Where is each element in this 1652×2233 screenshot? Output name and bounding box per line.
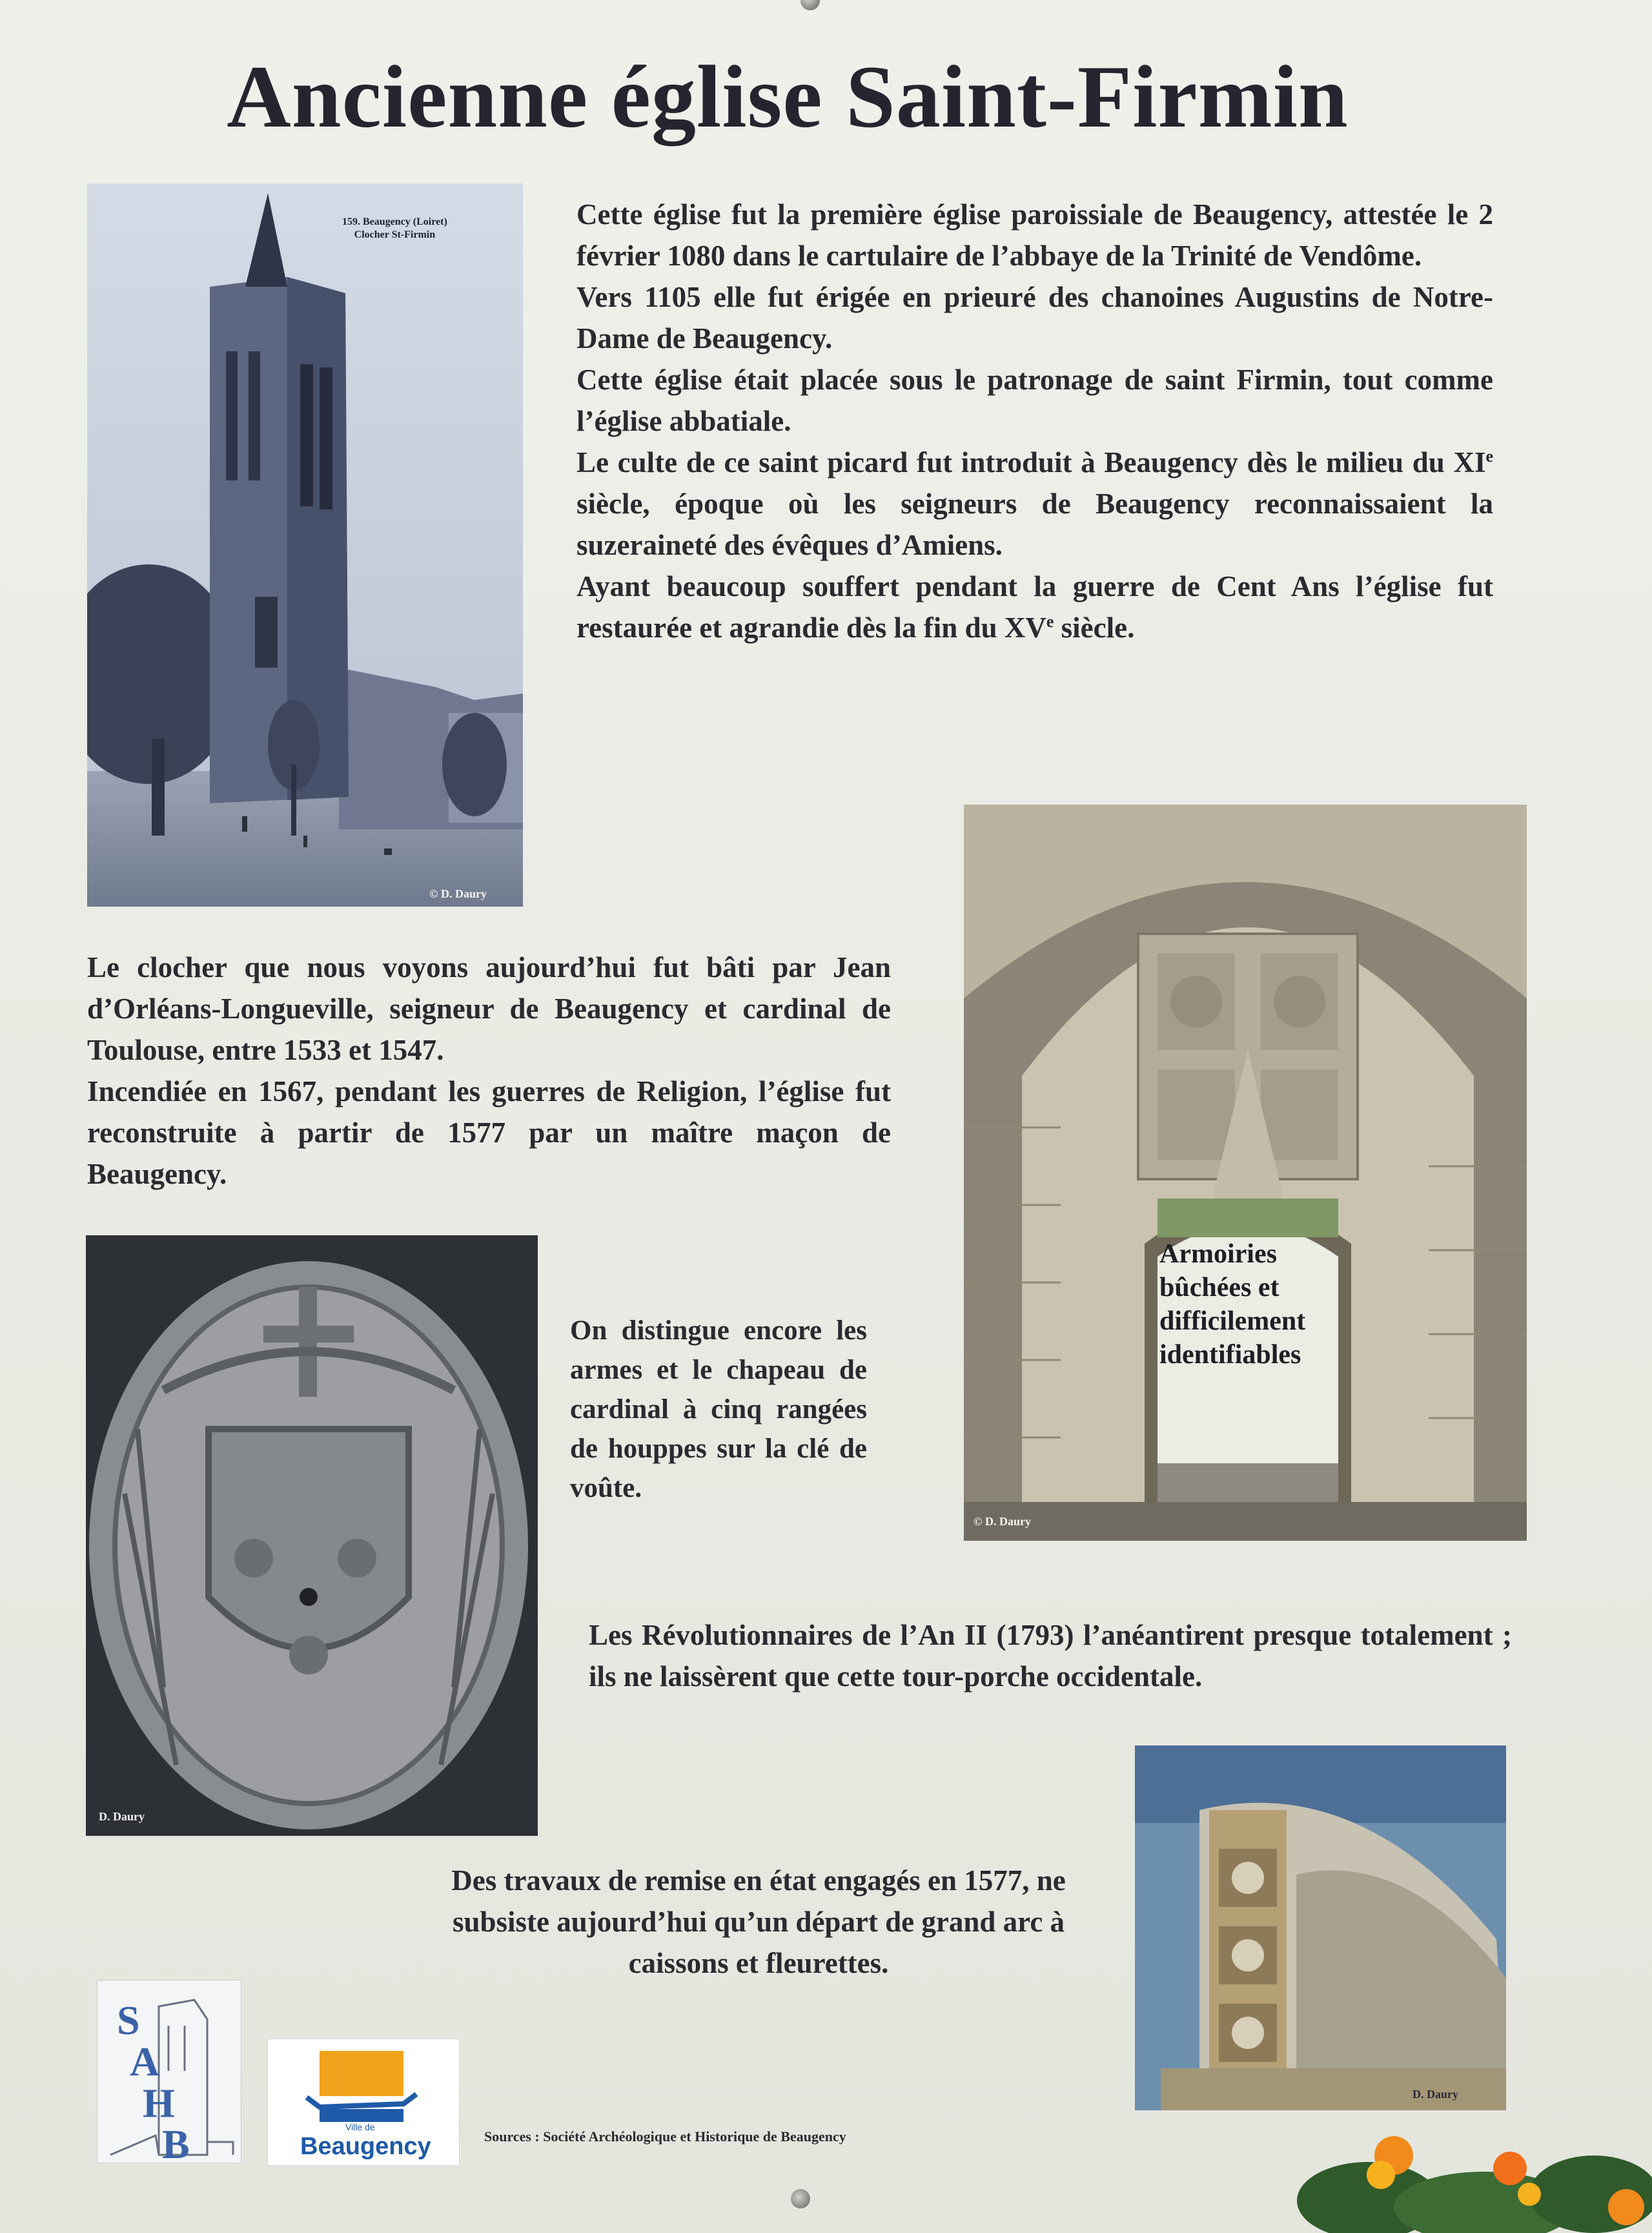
revolution-text: Les Révolutionnaires de l’An II (1793) l’anéantirent presque totalement ; ils ne laissèrent que cette tour-porche occidentale. [589, 1619, 1512, 1693]
postcard-photo [87, 183, 523, 907]
flowers-decoration [1290, 2130, 1652, 2233]
photo-credit: © D. Daury [429, 887, 487, 900]
clocher-paragraph-1: Le clocher que nous voyons aujourd’hui fut bâti par Jean d’Orléans-Longueville, seigneur de Beaugency et cardinal de Toulouse, entre 1533 et 1547. [87, 951, 891, 1066]
photo-credit: D. Daury [99, 1810, 145, 1823]
travaux-text: Des travaux de remise en état engagés en 1577, ne subsiste aujourd’hui qu’un départ de grand arc à caissons et fleurettes. [451, 1864, 1066, 1979]
tower-illustration [87, 183, 523, 907]
clocher-text [87, 947, 891, 1195]
screw-bottom-left [791, 2189, 810, 2208]
intro-text [576, 194, 1493, 648]
portal-photo [964, 805, 1527, 1541]
intro-paragraph-1: Cette église fut la première église paroissiale de Beaugency, attestée le 2 février 1080 dans le cartulaire de l’abbaye de la Trinité de Vendôme. [576, 198, 1493, 272]
arch-illustration [1135, 1745, 1506, 2110]
sahb-letters: S A H B [117, 1997, 190, 2167]
sahb-logo [97, 1980, 241, 2167]
armes-text: On distingue encore les armes et le chapeau de cardinal à cinq rangées de houppes sur la clé de voûte. [570, 1315, 867, 1503]
photo-credit: © D. Daury [974, 1515, 1031, 1528]
page-title: Ancienne église Saint-Firmin [227, 47, 1349, 146]
intro-paragraph-5: Ayant beaucoup souffert pendant la guerre de Cent Ans l’église fut restaurée et agrandie dès la fin du XVe siècle. [576, 570, 1493, 644]
logo-beaugency-name: Beaugency [300, 2133, 431, 2160]
ville-beaugency-logo [267, 2039, 460, 2166]
intro-paragraph-2: Vers 1105 elle fut érigée en prieuré des chanoines Augustins de Notre-Dame de Beaugency. [576, 281, 1493, 355]
logo-ville-de: Ville de [345, 2122, 375, 2132]
photo-credit: D. Daury [1412, 2088, 1458, 2101]
keystone-photo [86, 1235, 538, 1836]
arch-fragment-photo [1135, 1745, 1506, 2110]
portal-caption: Armoiries bûchées et difficilement identifiables [1159, 1239, 1306, 1370]
postcard-caption: 159. Beaugency (Loiret) Clocher St-Firmin [342, 216, 447, 240]
intro-paragraph-3: Cette église était placée sous le patronage de saint Firmin, tout comme l’église abbatiale. [576, 364, 1493, 437]
sources-text: Sources : Société Archéologique et Historique de Beaugency [484, 2128, 846, 2145]
portal-illustration [964, 805, 1527, 1541]
clocher-paragraph-2: Incendiée en 1567, pendant les guerres de Religion, l’église fut reconstruite à partir de 1577 par un maître maçon de Beaugency. [87, 1075, 891, 1190]
intro-paragraph-4: Le culte de ce saint picard fut introduit à Beaugency dès le milieu du XIe siècle, époque où les seigneurs de Beaugency reconnaissaient la suzeraineté des évêques d’Amiens. [576, 446, 1493, 561]
keystone-illustration [86, 1235, 538, 1836]
